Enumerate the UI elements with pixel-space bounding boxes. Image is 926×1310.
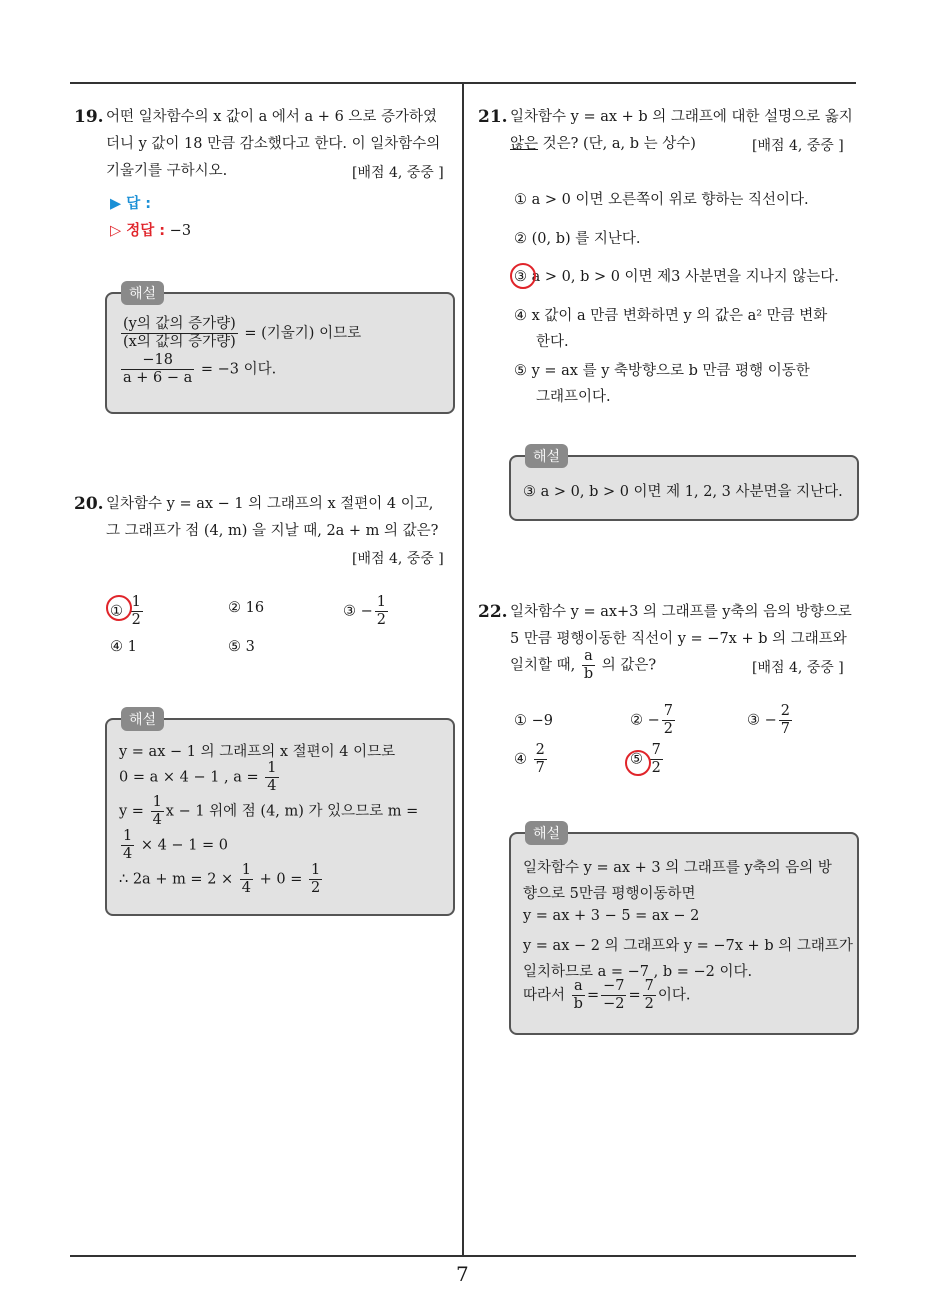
- solution-text: × 4 − 1 = 0: [140, 837, 229, 854]
- fraction-numerator: 1: [152, 794, 162, 810]
- fraction-denominator: b: [583, 666, 594, 682]
- question-text: 것은? (단, a, b 는 상수): [538, 136, 696, 152]
- selected-answer-circle: [106, 595, 132, 621]
- question-meta: [배점 4, 중중 ]: [352, 551, 444, 567]
- solution-text: 이다.: [657, 987, 691, 1004]
- fraction-denominator: 4: [267, 778, 277, 794]
- option-2[interactable]: ② 16: [228, 600, 265, 616]
- solution-tag: 해설: [121, 707, 164, 731]
- fraction-numerator: 1: [123, 828, 133, 844]
- correct-answer-label: ▷ 정답 :: [110, 223, 166, 239]
- option-1[interactable]: ① a > 0 이면 오른쪽이 위로 향하는 직선이다.: [514, 192, 809, 208]
- question-number: 21.: [478, 107, 508, 127]
- fraction-numerator: −7: [603, 978, 625, 994]
- fraction-denominator: 2: [644, 996, 654, 1012]
- option-4[interactable]: ④ 1: [110, 639, 137, 655]
- option-1[interactable]: ① −9: [514, 713, 553, 729]
- option-5[interactable]: ⑤ 3: [228, 639, 255, 655]
- question-text: 일치할 때,: [510, 657, 576, 674]
- column-divider: [462, 82, 464, 1257]
- question-text: 일차함수 y = ax + b 의 그래프에 대한 설명으로 옳지: [510, 109, 853, 125]
- solution-tag: 해설: [525, 821, 568, 845]
- question-text: [510, 132, 696, 157]
- selected-answer-circle: [510, 263, 536, 289]
- fraction-numerator: a: [582, 648, 595, 666]
- option-3[interactable]: ③ a > 0, b > 0 이면 제3 사분면을 지나지 않는다.: [514, 269, 839, 285]
- solution-text: y = ax − 2 의 그래프와 y = −7x + b 의 그래프가: [523, 938, 853, 954]
- correct-answer-value: −3: [169, 223, 192, 239]
- answer-label: ▶ 답 :: [110, 196, 152, 212]
- option-marker: ⑤: [630, 751, 643, 768]
- solution-text: + 0 =: [259, 871, 303, 888]
- bottom-rule: [70, 1255, 856, 1257]
- fraction-numerator: 7: [663, 703, 673, 719]
- fraction-denominator: 4: [241, 880, 252, 896]
- solution-text: ③ a > 0, b > 0 이면 제 1, 2, 3 사분면을 지난다.: [523, 484, 843, 500]
- fraction-denominator: 2: [131, 612, 141, 628]
- fraction-numerator: −18: [121, 352, 194, 370]
- solution-text: = −3 이다.: [200, 361, 277, 378]
- solution-text: y =: [119, 803, 144, 820]
- solution-text: ∴ 2a + m = 2 ×: [119, 871, 234, 888]
- question-text: 기울기를 구하시오.: [106, 163, 228, 179]
- option-4-cont: 한다.: [536, 334, 569, 350]
- fraction-numerator: 1: [311, 862, 321, 878]
- option-marker: ③ −: [343, 603, 373, 620]
- fraction-numerator: 7: [651, 742, 661, 758]
- fraction-numerator: 2: [780, 703, 790, 719]
- solution-text: y = ax − 1 의 그래프의 x 절편이 4 이므로: [119, 744, 396, 760]
- solution-text: 0 = a × 4 − 1 , a =: [119, 769, 259, 786]
- fraction-denominator: a + 6 − a: [123, 370, 193, 386]
- fraction-denominator: b: [573, 996, 583, 1012]
- question-number: 20.: [74, 494, 104, 514]
- option-4[interactable]: ④ x 값이 a 만큼 변화하면 y 의 값은 a² 만큼 변화: [514, 308, 828, 324]
- fraction-denominator: 7: [780, 721, 790, 737]
- solution-tag: 해설: [525, 444, 568, 468]
- fraction-denominator: 2: [376, 612, 386, 628]
- question-number: 19.: [74, 107, 104, 127]
- fraction-numerator: 1: [267, 760, 277, 776]
- fraction-denominator: 7: [535, 760, 545, 776]
- underlined-text: 않은: [510, 136, 539, 152]
- solution-box: 해설 일차함수 y = ax + 3 의 그래프를 y축의 음의 방 향으로 5만큼 평행이동하면 y = ax + 3 − 5 = ax − 2 y = ax − 2 의 그래프와 y = −7x + b 의 그래프가 일치하므로 a = −7 , b = −2 이다. 따라서 $\frac{a}{b}$ = $\frac{-7}{-2}$ = $\frac{7}{2}$ 이다.: [509, 832, 859, 1035]
- fraction-numerator: 7: [644, 978, 654, 994]
- question-text: 의 값은?: [601, 657, 657, 674]
- solution-text: 따라서: [523, 987, 566, 1004]
- option-marker: ①: [110, 603, 123, 620]
- solution-text: 일차함수 y = ax + 3 의 그래프를 y축의 음의 방: [523, 860, 832, 876]
- question-meta: [배점 4, 중중 ]: [752, 660, 844, 676]
- solution-text: x − 1 위에 점 (4, m) 가 있으므로 m =: [165, 803, 419, 820]
- question-text: 일차함수 y = ax − 1 의 그래프의 x 절편이 4 이고,: [106, 496, 434, 512]
- option-marker: ② −: [630, 712, 660, 729]
- solution-text: y = ax + 3 − 5 = ax − 2: [523, 908, 700, 924]
- question-text: 그 그래프가 점 (4, m) 을 지날 때, 2a + m 의 값은?: [106, 523, 439, 539]
- fraction-numerator: (y의 값의 증가량): [123, 316, 236, 332]
- solution-box: [105, 712, 455, 916]
- question-text: 더니 y 값이 18 만큼 감소했다고 한다. 이 일차함수의: [106, 136, 441, 152]
- solution-box: [105, 286, 455, 414]
- question-meta: [배점 4, 중중 ]: [352, 165, 444, 181]
- fraction-denominator: 4: [123, 846, 133, 862]
- fraction-denominator: (x의 값의 증가량): [123, 334, 236, 350]
- fraction-denominator: 2: [663, 721, 673, 737]
- fraction-numerator: 1: [131, 594, 141, 610]
- fraction-numerator: a: [572, 978, 585, 996]
- question-text: 5 만큼 평행이동한 직선이 y = −7x + b 의 그래프와: [510, 631, 847, 647]
- fraction-denominator: 4: [152, 812, 162, 828]
- fraction-numerator: 1: [241, 862, 252, 878]
- fraction-denominator: 2: [311, 880, 321, 896]
- correct-answer: [110, 219, 191, 240]
- option-marker: ④: [514, 751, 527, 768]
- option-2[interactable]: ② (0, b) 를 지난다.: [514, 231, 641, 247]
- solution-text: = (기울기) 이므로: [244, 325, 362, 342]
- solution-text: 일치하므로 a = −7 , b = −2 이다.: [523, 964, 753, 980]
- question-number: 22.: [478, 602, 508, 622]
- option-5[interactable]: ⑤ y = ax 를 y 축방향으로 b 만큼 평행 이동한: [514, 363, 810, 379]
- page-number: 7: [456, 1262, 469, 1286]
- question-text: 어떤 일차함수의 x 값이 a 에서 a + 6 으로 증가하였: [106, 109, 438, 125]
- option-3[interactable]: [343, 594, 390, 629]
- option-2[interactable]: [630, 703, 677, 738]
- selected-answer-circle: [625, 750, 651, 776]
- fraction-denominator: −2: [603, 996, 625, 1012]
- option-marker: ③ −: [747, 712, 777, 729]
- fraction-numerator: 2: [535, 742, 545, 758]
- solution-box: [509, 449, 859, 521]
- option-4[interactable]: [514, 742, 549, 777]
- question-text: [510, 648, 656, 683]
- question-meta: [배점 4, 중중 ]: [752, 138, 844, 154]
- fraction-denominator: 2: [651, 760, 661, 776]
- solution-tag: 해설: [121, 281, 164, 305]
- option-5-cont: 그래프이다.: [536, 389, 611, 405]
- solution-text: 향으로 5만큼 평행이동하면: [523, 886, 696, 902]
- question-text: 일차함수 y = ax+3 의 그래프를 y축의 음의 방향으로: [510, 604, 852, 620]
- fraction-numerator: 1: [376, 594, 386, 610]
- option-3[interactable]: [747, 703, 794, 738]
